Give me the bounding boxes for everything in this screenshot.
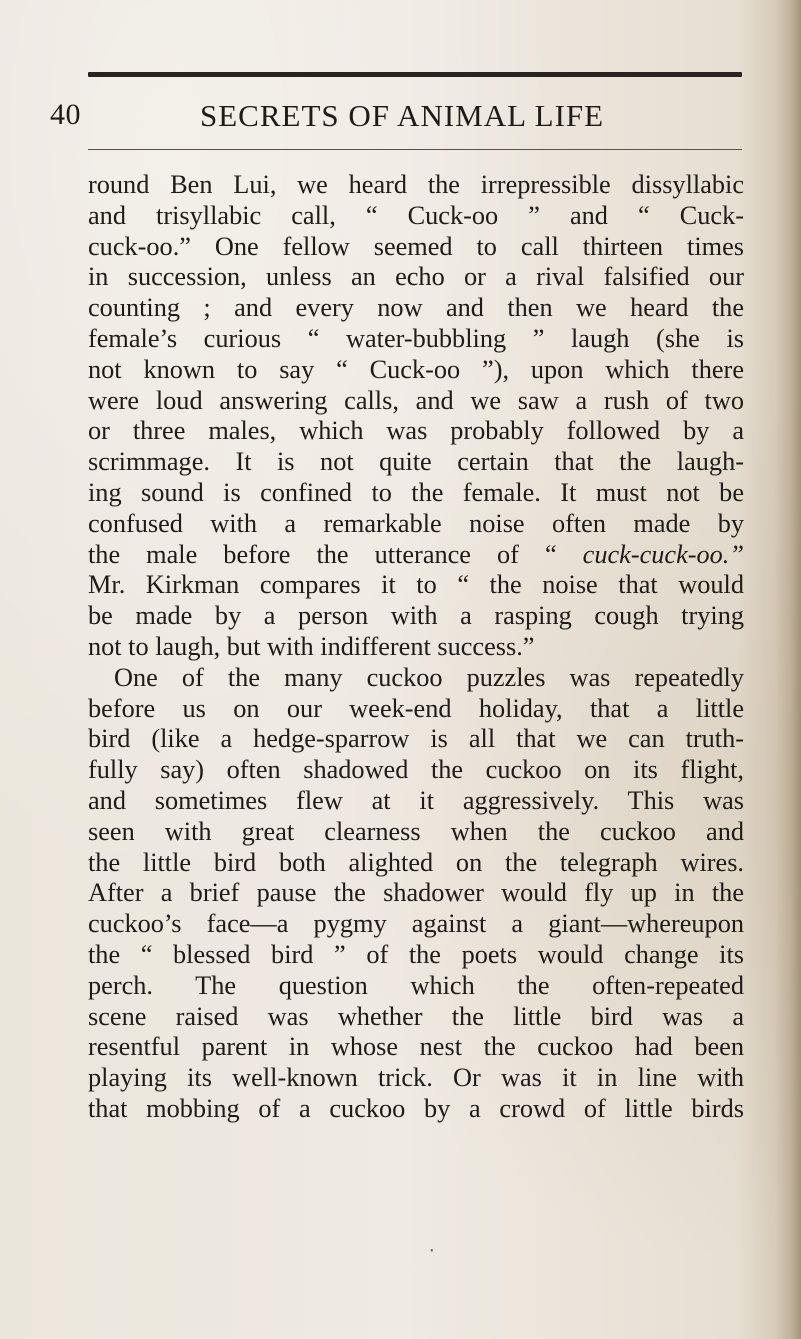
body-text (88, 170, 744, 1260)
text-line: One of the many cuckoo puzzles was repeatedly (114, 662, 744, 692)
head-rule (88, 149, 742, 150)
text-line: scene raised was whether the little bird was a (88, 1001, 744, 1031)
italic-phrase: cuck-cuck-oo.” (582, 539, 744, 569)
text-line: After a brief pause the shadower would fly up in the (88, 878, 744, 908)
page-number: 40 (50, 98, 81, 131)
running-title: SECRETS OF ANIMAL LIFE (200, 98, 605, 133)
text-line: not to laugh, but with indifferent success.” (88, 631, 535, 661)
text-line: female’s curious “ water-bubbling ” laugh (she is (88, 323, 744, 353)
text-line: cuckoo’s face—a pygmy against a giant—whereupon (88, 909, 744, 939)
text-line: or three males, which was probably followed by a (88, 416, 744, 446)
text-line: not known to say “ Cuck-oo ”), upon which there (88, 354, 744, 384)
text-line: fully say) often shadowed the cuckoo on its flight, (88, 755, 744, 785)
text-line: the “ blessed bird ” of the poets would change its (88, 939, 744, 969)
text-line: resentful parent in whose nest the cuckoo had been (88, 1032, 744, 1062)
text-line: in succession, unless an echo or a rival falsified our (88, 262, 744, 292)
top-rule (88, 72, 742, 77)
text-line: and trisyllabic call, “ Cuck-oo ” and “ Cuck- (88, 200, 744, 230)
text-line: and sometimes flew at it aggressively. This was (88, 785, 744, 815)
text-line: the male before the utterance of “ cuck-cuck-oo.” (88, 539, 744, 569)
text-line: be made by a person with a rasping cough trying (88, 601, 744, 631)
text-line: the little bird both alighted on the telegraph wires. (88, 847, 744, 877)
page-edge-shadow (775, 0, 801, 1339)
text-line: scrimmage. It is not quite certain that the laugh- (88, 447, 744, 477)
text-line: before us on our week-end holiday, that a little (88, 693, 744, 723)
text-line: round Ben Lui, we heard the irrepressible dissyllabic (88, 170, 744, 199)
text-line: counting ; and every now and then we heard the (88, 293, 744, 323)
text-line: cuck-oo.” One fellow seemed to call thirteen times (88, 231, 744, 261)
text-line: playing its well-known trick. Or was it in line with (88, 1063, 744, 1093)
speck-mark: • (430, 1246, 434, 1257)
text-line: that mobbing of a cuckoo by a crowd of little birds (88, 1093, 744, 1123)
text-line: bird (like a hedge-sparrow is all that we can truth- (88, 724, 744, 754)
text-line: seen with great clearness when the cuckoo and (88, 816, 744, 846)
text-line: Mr. Kirkman compares it to “ the noise that would (88, 570, 744, 600)
text-line: perch. The question which the often-repeated (88, 970, 744, 1000)
text-line: ing sound is confined to the female. It must not be (88, 477, 744, 507)
text-line: confused with a remarkable noise often made by (88, 508, 744, 538)
text-line: were loud answering calls, and we saw a rush of two (88, 385, 744, 415)
running-head (50, 98, 760, 142)
